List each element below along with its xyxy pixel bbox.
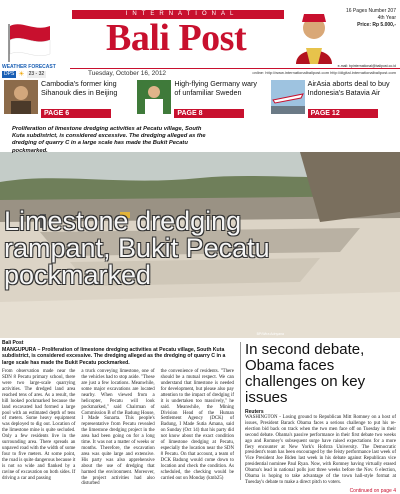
- weather-forecast: [2, 64, 68, 78]
- teaser-item[interactable]: [267, 80, 400, 120]
- teaser-page: PAGE 8: [174, 109, 244, 118]
- website: online: http://www.internationalbalipost.com http://digital.internationalbalipost.com: [252, 70, 396, 75]
- article-byline: Bali Post: [2, 340, 24, 346]
- photo-caption: Proliferation of limestone dredging activities at Pecatu village, South Kuta subdistrict, is considered excessive. The dredging alleged as the dredging of quarry C in a large scale has made the Bukit Pecatu pockmarked.: [12, 126, 206, 154]
- issue-date: Tuesday, October 16, 2012: [88, 70, 167, 77]
- article-column: From observation made near the SDN 8 Pecatu primary school, there were two large-scale quarrying activities. The dredged land area reached tens of ares. As a result, the hill looked pockmarked because the land excavated had formed a large pool with an estimated depth of tens of meters. Some heavy equipment was deployed to dig out. Location of the limestone mine is quite secluded. Only a few residents live in the surrounding area. There spreads an unpaved road with the width of some four to five meters. At some point, the road is quite dangerous because it is not so wide and flanked by a ravine of excavation on both sides. If driving a car and passing: [2, 369, 76, 481]
- masthead: [0, 0, 400, 78]
- article-column: a truck conveying limestone, one of the vehicles had to stop aside. "These are just a few locations. Meanwhile, some major excavations are located nearby. When viewed from a helicopter, Pecatu will look pockmarked," said Chairman of Commission B of the Badung House, I Made Sunarta. This people's representative from Pecatu revealed the limestone dredging project in the area had been going on for a long time. It was not a matter of weeks or months. Therefore, the excavation area was quite large and extensive. His party was also apprehensive about the use of dredging that harmed the environment. Moreover, the project activities had also disturbed: [81, 369, 155, 487]
- side-headline: In second debate, Obama faces challenges on key issues: [245, 341, 366, 406]
- teaser-page: PAGE 12: [308, 109, 378, 118]
- kicker-banner: INTERNATIONAL: [72, 10, 292, 19]
- email: e-mail: bpinternational@balipost.co.id: [337, 64, 396, 68]
- teaser-page: PAGE 6: [41, 109, 111, 118]
- issue-info: [306, 8, 396, 70]
- weather-city: DPS: [4, 71, 15, 77]
- teaser-text: High-flying Germany wary of unfamiliar Sweden: [174, 79, 258, 97]
- pages-note: 16 Pages Number 207: [345, 8, 396, 14]
- flag-icon: [4, 22, 52, 62]
- year-note: 4th Year: [377, 15, 396, 21]
- teaser-text: Cambodia's former king Sihanouk dies in Beijing: [41, 79, 118, 97]
- main-headline: Limestone dredging rampant, Bukit Pecatu pockmarked: [4, 206, 270, 290]
- main-article: [2, 340, 234, 487]
- side-source: Reuters: [245, 409, 264, 415]
- masthead-title: Bali Post: [106, 17, 247, 59]
- teaser-thumb: [4, 80, 38, 114]
- sun-icon: ☀: [18, 71, 25, 78]
- teaser-item[interactable]: [0, 80, 133, 120]
- article-columns: [2, 369, 234, 487]
- article-lead: MANGUPURA – Proliferation of limestone dredging activities at Pecatu village, South Kuta subdistrict, is considered excessive. The dredging alleged as the dredging of quarry C in a large scale has made the Bukit Pecatu pockmarked.: [2, 347, 226, 366]
- weather-label: WEATHER FORECAST: [2, 64, 56, 70]
- teaser-thumb: [271, 80, 305, 114]
- dateline: [70, 68, 400, 78]
- teaser-thumb: [137, 80, 171, 114]
- side-article: [240, 341, 396, 494]
- teaser-text: AirAsia aborts deal to buy Indonesia's Batavia Air: [307, 79, 390, 97]
- teaser-strip: [0, 80, 400, 120]
- article-column: the convenience of residents. "There should be a mutual respect. We can understand that limestone is needed for development, but please also pay attention to the impact of dredging if it is undertaken too massively," he said. Meanwhile, the Mining Division Head of the Human Settlement Agency (DCK) of Badung, I Made Sutia Amana, said on Sunday (Oct 14) that his party did not know about the exact condition of limestone dredging at Pecatu, especially the location near the SDN 8 Pecatu. On that account, a team of DCK Badung would come down to location and check the condition. As scheduled, the checking would be carried out on Monday (kmb25): [160, 369, 234, 481]
- continued-link[interactable]: Continued on page 4: [349, 487, 396, 494]
- photo-credit: BP/Wira Adnyana: [256, 332, 284, 336]
- teaser-item[interactable]: [133, 80, 266, 120]
- price: Price: Rp 5.000,-: [357, 22, 396, 28]
- weather-temp: 23 - 32: [28, 71, 45, 77]
- side-body: WASHINGTON - Losing ground to Republican Mitt Romney on a host of issues, President Barack Obama faces a serious challenge to put his re-election bid back on track when the two men face off on Tuesday in their second debate. Obama's passive performance in their first debate two weeks ago and Romney's subsequent surge have raised expectations for a more fiery encounter at New York's Hofstra University. The Democratic president's team has been encouraged by the feisty performance last week of Vice President Joe Biden last week in his debate against Republican vice presidential nominee Paul Ryan. Now, with Romney having virtually erased Obama's lead in national polls just three weeks before the Nov. 6 election, Obama is hoping to take advantage of the town hall-style format at Tuesday's debate to make a direct pitch to voters.: [245, 415, 396, 485]
